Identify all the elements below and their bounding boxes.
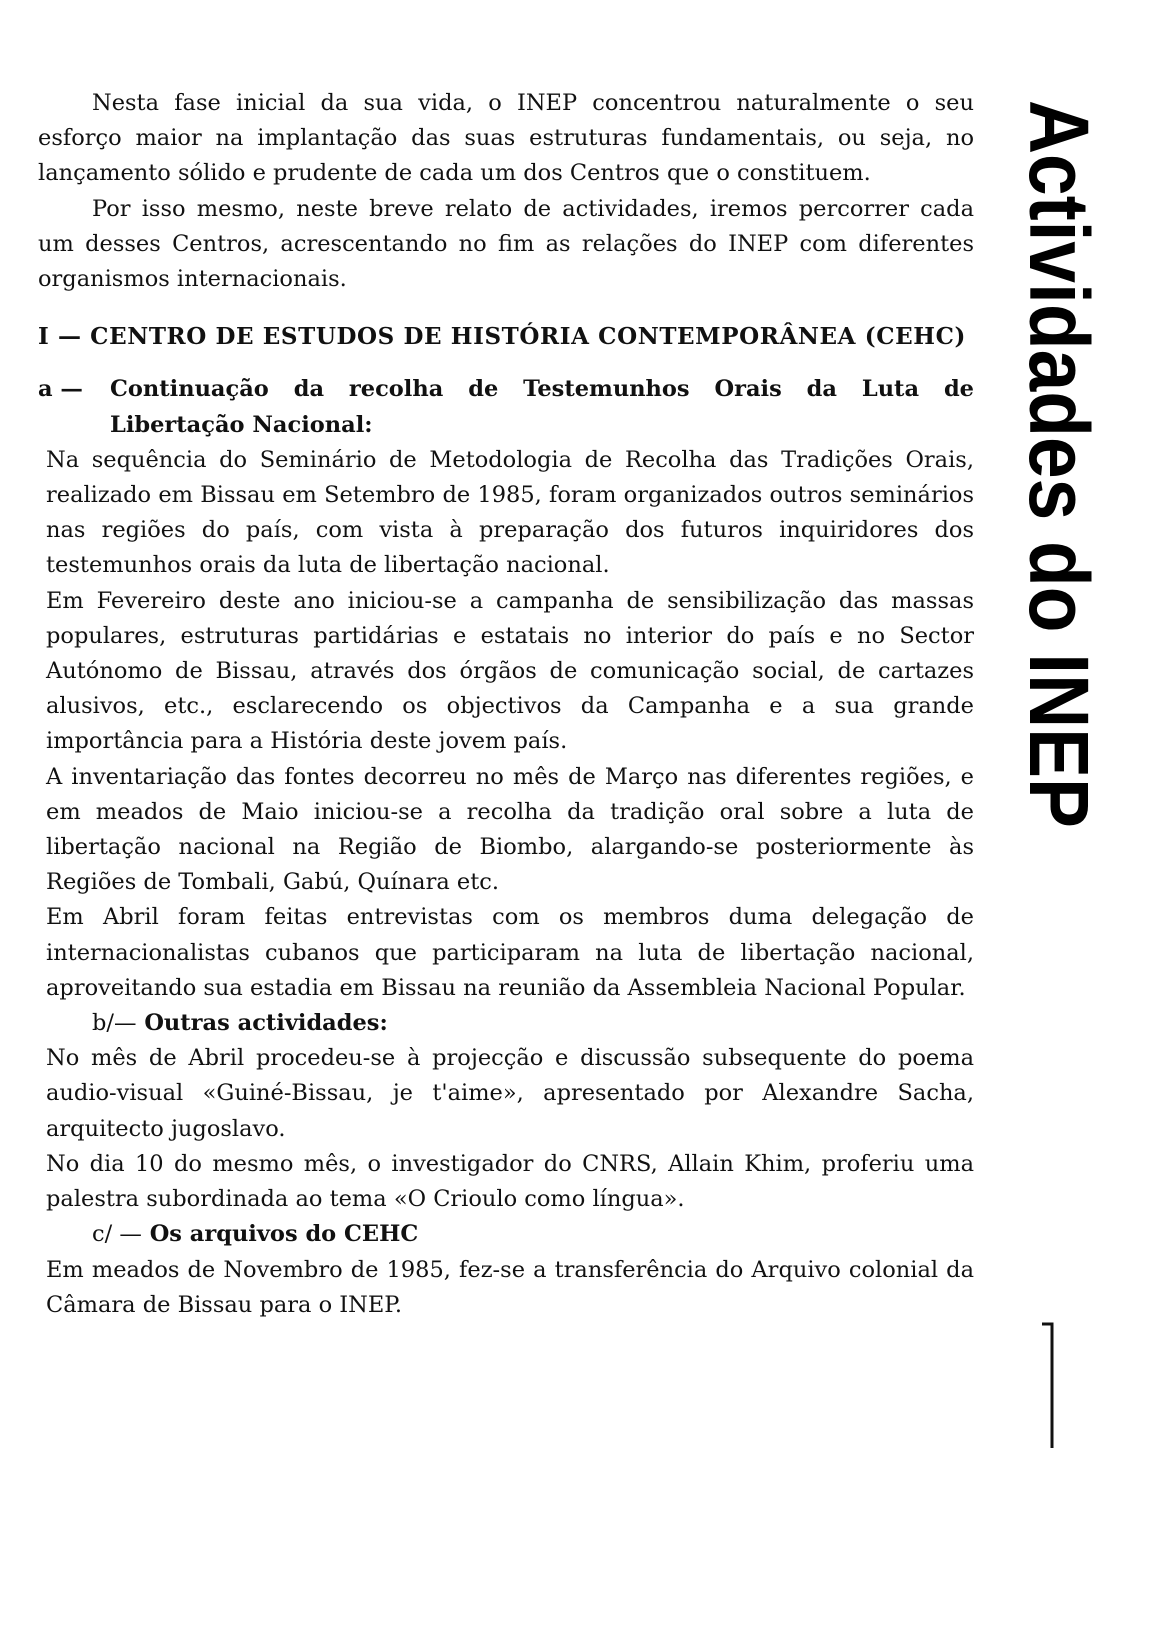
subsection-b-title: Outras actividades: [144,1010,388,1037]
side-title-vertical [1008,96,1118,836]
subsection-a-body [46,443,974,1006]
subsection-a-paragraph-3: A inventariação das fontes decorreu no mês de Março nas diferentes regiões, e em meados de Maio iniciou-se a recolha da tradição oral sobre a luta de libertação nacional na Região de Biombo, alargando-se posteriormente às Regiões de Tombali, Gabú, Quínara etc. [46,763,974,896]
subsection-c-paragraph-1: Em meados de Novembro de 1985, fez-se a transferência do Arquivo colonial da Câmara de Bissau para o INEP. [46,1256,974,1318]
subsection-a-letter: a — [38,376,83,403]
side-title-svg [1008,96,1118,836]
side-title-text: Actividades do INEP [1012,100,1106,836]
section-heading-cehc: I — CENTRO DE ESTUDOS DE HISTÓRIA CONTEMPORÂNEA (CEHC) [38,323,966,351]
subsection-b-label: b/— [92,1010,137,1037]
subsection-a-paragraph-2: Em Fevereiro deste ano iniciou-se a campanha de sensibilização das massas populares, estruturas partidárias e estatais no interior do país e no Sector Autónomo de Bissau, através dos órgãos de comunicação social, de cartazes alusivos, etc., esclarecendo os objectivos da Campanha e a sua grande importância para a História deste jovem país. [46,587,974,755]
subsection-a-header [38,372,974,442]
subsection-b-paragraph-2: No dia 10 do mesmo mês, o investigador do CNRS, Allain Khim, proferiu uma palestra subordinada ao tema «O Crioulo como língua». [46,1150,974,1213]
edge-bracket-mark [1040,1322,1054,1450]
subsection-c-body [46,1253,974,1323]
subsection-b-header [92,1006,974,1041]
subsection-c-header [92,1217,974,1252]
subsection-b-paragraph-1: No mês de Abril procedeu-se à projecção e discussão subsequente do poema audio-visual «Guiné-Bissau, je t'aime», apresentado por Alexandre Sacha, arquitecto jugoslavo. [46,1045,974,1142]
subsection-c-title: Os arquivos do CEHC [149,1221,419,1248]
intro-paragraph-2: Por isso mesmo, neste breve relato de actividades, iremos percorrer cada um desses Centros, acrescentando no fim as relações do INEP com diferentes organismos internacionais. [38,195,974,293]
intro-paragraph-1: Nesta fase inicial da sua vida, o INEP concentrou naturalmente o seu esforço maior na implantação das suas estruturas fundamentais, ou seja, no lançamento sólido e prudente de cada um dos Centros que o constituem. [38,90,974,187]
subsection-a-paragraph-4: Em Abril foram feitas entrevistas com os membros duma delegação de internacionalistas cubanos que participaram na luta de libertação nacional, aproveitando sua estadia em Bissau na reunião da Assembleia Nacional Popular. [46,904,974,1001]
subsection-c-label: c/ — [92,1221,142,1248]
subsection-b-body [46,1041,974,1217]
main-text-column [38,86,974,1323]
subsection-a-paragraph-1: Na sequência do Seminário de Metodologia de Recolha das Tradições Orais, realizado em Bissau em Setembro de 1985, foram organizados outros seminários nas regiões do país, com vista à preparação dos futuros inquiridores dos testemunhos orais da luta de libertação nacional. [46,446,974,579]
subsection-a-title: Continuação da recolha de Testemunhos Orais da Luta de Libertação Nacional: [110,376,974,438]
